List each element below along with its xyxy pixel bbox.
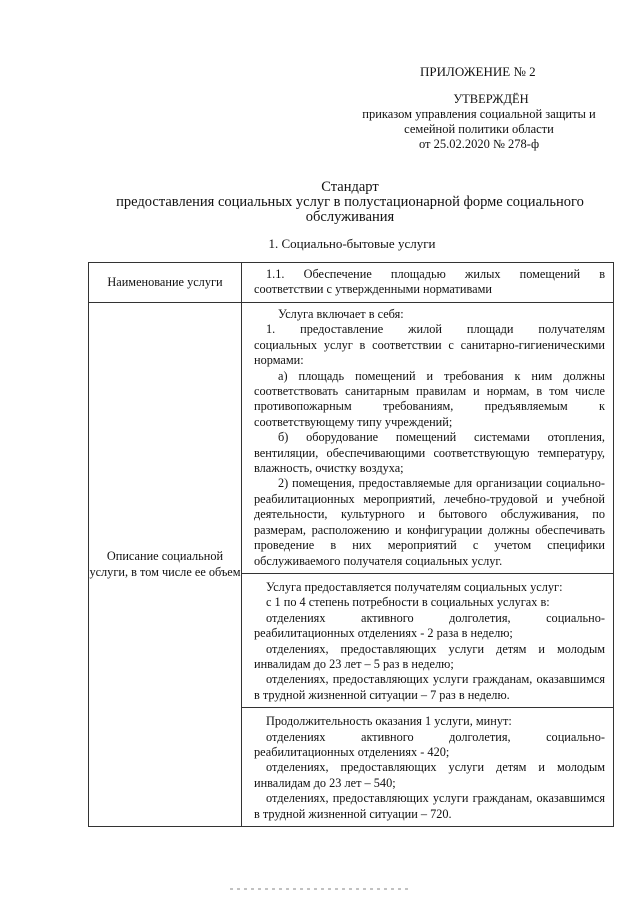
block3-line-3: отделениях, предоставляющих услуги гражданам, оказавшимся в трудной жизненной ситуации – 720. (254, 791, 605, 821)
title-line-2: предоставления социальных услуг в полустационарной форме социального (116, 194, 584, 210)
description-block-3 (242, 708, 614, 827)
block2-line-1: с 1 по 4 степень потребности в социальных услугах в: (266, 595, 550, 610)
name-value-line-1: 1.1. Обеспечение площадью жилых помещений в (266, 267, 605, 281)
block1-item-2: 2) помещения, предоставляемые для организации социально-реабилитационных мероприятий, лечебно-трудовой и учебной деятельности, культурного и бытового обслуживания, по размерам, расположению и конфигурации должны обеспечивать проведение в них мероприятий с учетом специфики обслуживаемого получателя социальных услуг. (254, 476, 605, 568)
name-label-cell (89, 263, 242, 303)
table-row-description-1 (89, 303, 614, 574)
title-line-3: обслуживания (305, 209, 395, 225)
appendix-label: ПРИЛОЖЕНИЕ № 2 (420, 64, 536, 79)
block2-line-3: отделениях, предоставляющих услуги детям и молодым инвалидам до 23 лет – 5 раз в неделю; (254, 641, 605, 671)
title-line-1: Стандарт (321, 179, 379, 195)
description-block-1 (242, 303, 614, 574)
block2-intro: Услуга предоставляется получателям социальных услуг: (266, 579, 563, 594)
block3-intro: Продолжительность оказания 1 услуги, минут: (266, 714, 512, 729)
name-value-line-2: соответствии с утвержденными нормативами (254, 282, 492, 297)
approval-line-3: от 25.02.2020 № 278-ф (418, 137, 540, 151)
description-label-cell (89, 303, 242, 827)
block3-line-2: отделениях, предоставляющих услуги детям и молодым инвалидам до 23 лет – 540; (254, 760, 605, 790)
block2-line-2: отделениях активного долголетия, социально-реабилитационных отделениях - 2 раза в неделю; (254, 610, 605, 641)
block1-item-b: б) оборудование помещений системами отопления, вентиляции, обеспечивающими соответствующую температуру, влажность, очистку воздуха; (254, 430, 605, 476)
document-title (90, 180, 610, 225)
block1-intro: Услуга включает в себя: (278, 307, 404, 321)
block2-line-4: отделениях, предоставляющих услуги гражданам, оказавшимся в трудной жизненной ситуации – 7 раз в неделю. (254, 672, 605, 702)
block1-item-a: а) площадь помещений и требования к ним должны соответствовать санитарным правилам и нормам, в том числе противопожарным требованиям, предъявляемым к соответствующему типу учреждений; (254, 368, 605, 429)
block1-item1-rest: социальных услуг в соответствии с санитарно-гигиеническими нормами: (254, 337, 605, 368)
name-value-cell (242, 263, 614, 303)
approval-line-1: приказом управления социальной защиты и (362, 107, 596, 121)
scan-artifact-divider (230, 888, 410, 890)
table-row-name (89, 263, 614, 303)
approval-line-2: семейной политики области (404, 122, 554, 136)
approved-heading: УТВЕРЖДЁН (453, 92, 529, 106)
description-block-2 (242, 573, 614, 707)
name-label: Наименование услуги (107, 275, 223, 289)
service-standard-table (88, 262, 614, 827)
block1-item1-line1: 1. предоставление жилой площади получателям (266, 322, 605, 337)
section-heading: 1. Социально-бытовые услуги (268, 236, 436, 251)
description-label: Описание социальной услуги, в том числе ее объем (89, 549, 241, 579)
approval-stamp (350, 92, 608, 152)
block3-line-1: отделениях активного долголетия, социально-реабилитационных отделениях - 420; (254, 729, 605, 759)
